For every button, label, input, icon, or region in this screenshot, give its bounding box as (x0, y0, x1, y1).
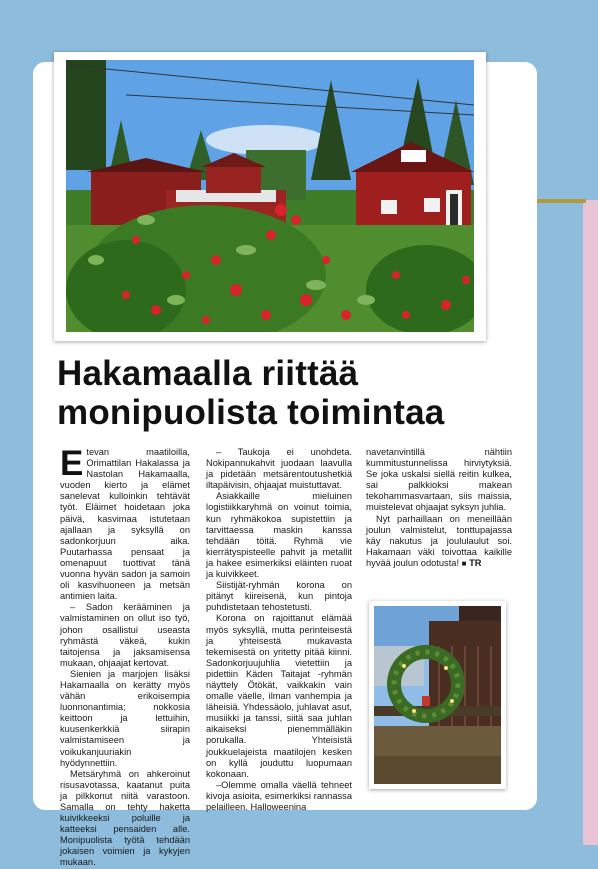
paragraph: Korona on rajoittanut elämää myös syksyllä, mutta perinteisestä ja yhteisestä mukavasta tekemisestä on yritetty pitää kiinni. Sadonkorjuujuhlia vietettiin ja pidettiin Käden Taitajat -ryhmän näyttely Ötökät, vaikkakin vain omalle väelle, ilman vanhempia ja läheisiä. Yhdessäolo, juhlavat asut, musiikki ja tanssi, siitä saa juhlan aikaiseksi pienemmälläkin porukalla. Yhteisistä joukkuelajeista maatilojen kesken on kyllä jouduttu luopumaan kokonaan. (206, 613, 352, 779)
paragraph (60, 444, 190, 602)
paragraph: Asiakkaille mieluinen logistiikkaryhmä on voinut toimia, kun ryhmäkokoa supistettiin ja tarvittaessa maskin kanssa tehdään töitä. Ryhmä vie kierrätyspisteelle pahvit ja metallit ja hakee esimerkiksi eläinten ruoat ja kuivikkeet. (206, 491, 352, 580)
pink-background-strip (583, 200, 598, 845)
article-column-1 (60, 444, 190, 869)
paragraph: –Olemme omalla väellä tehneet kivoja asioita, esimerkiksi rannassa pelailleen. Halloweenina (206, 779, 352, 812)
paragraph: – Sadon kerääminen ja valmistaminen on ollut iso työ, johon osallistui useasta ryhmästä väkeä, kukin taitojensa ja jaksamisensa mukaan, ohjaajat kertovat. (60, 602, 190, 668)
author-signature: TR (469, 557, 482, 568)
paragraph: Sienien ja marjojen lisäksi Hakamaalla on kerätty myös vähän erikoisempia luonnonantimia; nokkosia keittoon ja lettuihin, kuusenkerkkiä siirapin valmistamiseen ja voikukanjuuriakin hyödynnettiin. (60, 668, 190, 768)
end-square-icon: ■ (461, 558, 467, 568)
paragraph: Siistijät-ryhmän korona on pitänyt kiireisenä, kun pintoja puhdistetaan tehostetusti. (206, 580, 352, 613)
paragraph: – Taukoja ei unohdeta. Nokipannukahvit juodaan laavulla ja pidetään metsärentoutushetkiä iltapäivisin, ohjaajat muistuttavat. (206, 447, 352, 491)
paragraph-text: Nyt parhaillaan on meneillään joulun valmistelut, tonttupajassa käy nakutus ja joululaulut soi. Hakamaan väki toivottaa kaikille hyvää joulun odotusta! (366, 513, 512, 568)
farm-photo (54, 52, 486, 341)
hanging-rope (536, 199, 586, 203)
paragraph: Metsäryhmä on ahkeroinut risusavotassa, kaatanut puita ja pilkkonut niitä varastoon. Samalla on tehty haketta kuivikkeeksi poluille ja katteeksi pensaiden alle. Monipuolista työtä tehdään jokaisen voimien ja kykyjen mukaan. (60, 768, 190, 868)
headline-line-2: monipuolista toimintaa (57, 393, 445, 432)
paragraph (366, 514, 512, 569)
article-column-2 (206, 447, 352, 813)
drop-cap: E (60, 444, 84, 483)
wreath-photo (369, 601, 506, 789)
headline-line-1: Hakamaalla riittää (57, 354, 359, 393)
wreath-barn-image (374, 606, 501, 784)
paragraph-text: tevan maatiloilla, Orimattilan Hakalassa ja Nastolan Hakamaalla, vuoden kierto ja elämet sanelevat kulloinkin tehtävät työt. Eläimet hoidetaan joka päivä, kasvimaa istutetaan ajallaan ja syksyllä on sadonkorjuun aika. Puutarhassa pensaat ja omenapuut tuottivat tänä vuonna hyvän sadon ja samoin oli kasvihuoneen ja metsän antimien laita. (60, 447, 190, 602)
paragraph: navetanvintillä nähtiin kummitustunnelissa hirviytyksiä. Se joka uskalsi siellä reitin kulkea, sai palkkioksi makean tekohammasvartaan, siis maissia, muistelevat ohjaajat syksyn juhlia. (366, 447, 512, 513)
farm-landscape-image (66, 60, 474, 332)
article-headline (57, 354, 517, 432)
article-column-3 (366, 447, 512, 569)
